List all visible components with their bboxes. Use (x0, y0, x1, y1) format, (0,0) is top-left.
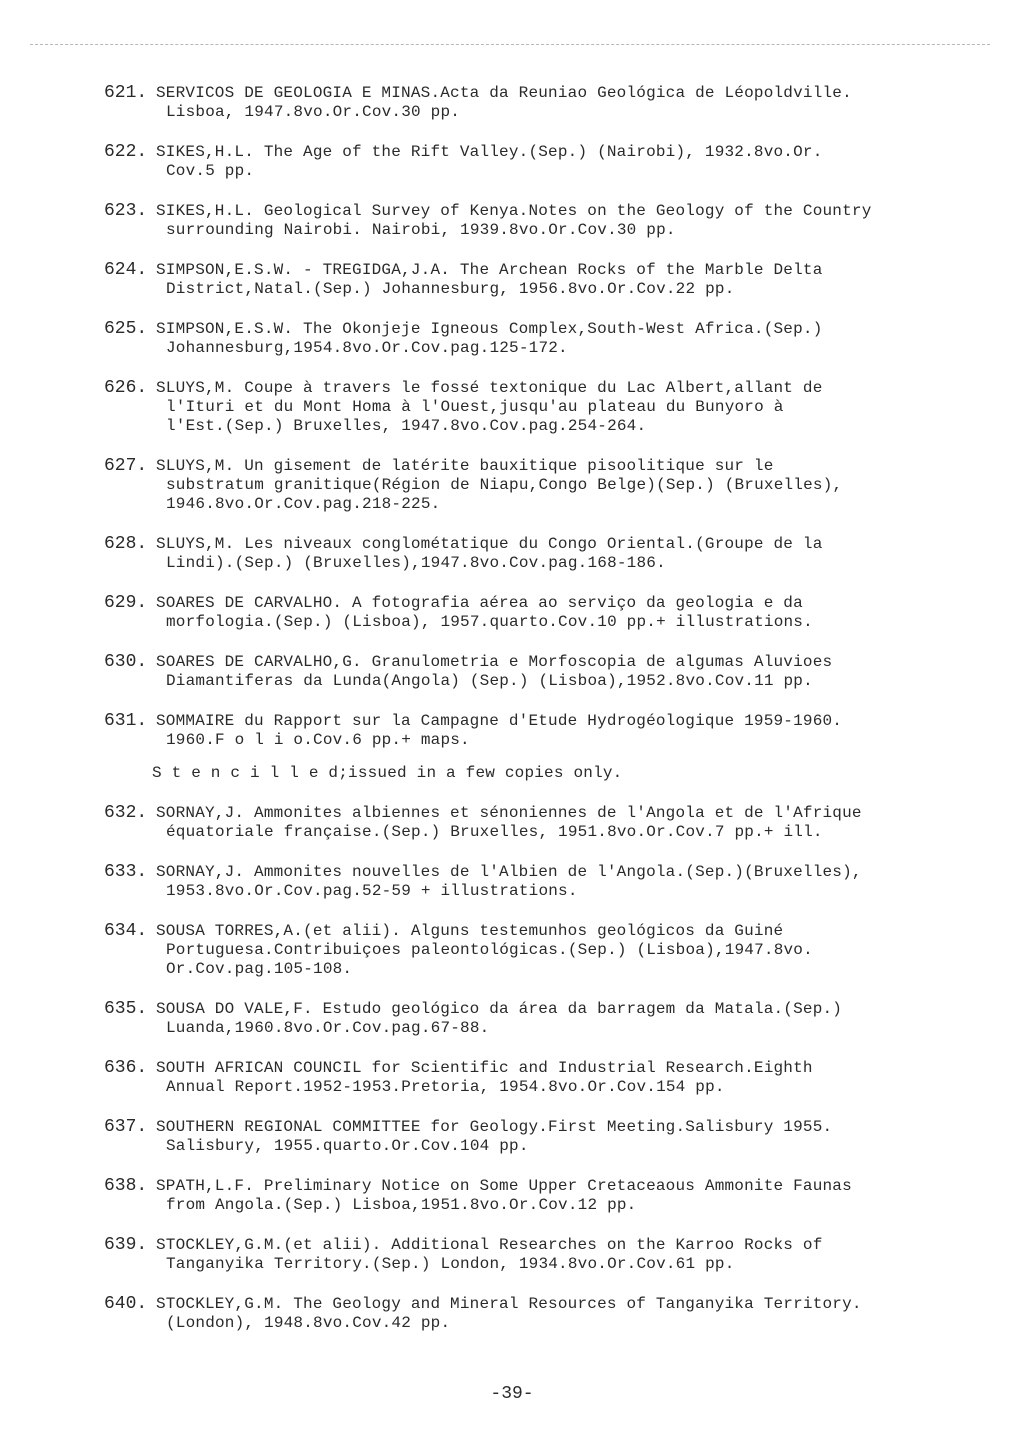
entry-number: 632. (104, 803, 148, 823)
bibliography-entry (104, 1000, 964, 1038)
entry-text-line: Salisbury, 1955.quarto.Or.Cov.104 pp. (166, 1137, 529, 1155)
entry-number: 629. (104, 593, 148, 613)
bibliography-entry (104, 1118, 964, 1156)
entry-text-line: SOUTHERN REGIONAL COMMITTEE for Geology.First Meeting.Salisbury 1955. (156, 1118, 833, 1136)
top-rule (30, 44, 990, 45)
bibliography-entry (104, 379, 964, 436)
entry-number: 622. (104, 142, 148, 162)
entry-text-line: Cov.5 pp. (166, 162, 255, 180)
entry-text-line: 1960.F o l i o.Cov.6 pp.+ maps. (166, 731, 470, 749)
entry-number: 639. (104, 1235, 148, 1255)
entry-number: 636. (104, 1058, 148, 1078)
bibliography-entry (104, 1295, 964, 1333)
bibliography-entry (104, 143, 964, 181)
entry-text-line: substratum granitique(Région de Niapu,Congo Belge)(Sep.) (Bruxelles), (166, 476, 843, 494)
entry-number: 621. (104, 83, 148, 103)
entry-text-line: SOUSA TORRES,A.(et alii). Alguns testemunhos geológicos da Guiné (156, 922, 784, 940)
entry-number: 635. (104, 999, 148, 1019)
entry-text-line: équatoriale française.(Sep.) Bruxelles, 1951.8vo.Or.Cov.7 pp.+ ill. (166, 823, 823, 841)
entry-number: 624. (104, 260, 148, 280)
entry-number: 627. (104, 456, 148, 476)
bibliography-entry (104, 261, 964, 299)
bibliography-entry (104, 1059, 964, 1097)
entry-text-line: Portuguesa.Contribuiçoes paleontológicas.(Sep.) (Lisboa),1947.8vo. (166, 941, 813, 959)
entry-text-line: SOARES DE CARVALHO,G. Granulometria e Morfoscopia de algumas Aluvioes (156, 653, 833, 671)
bibliography-entry (104, 712, 964, 783)
entry-text-line: STOCKLEY,G.M.(et alii). Additional Researches on the Karroo Rocks of (156, 1236, 823, 1254)
entry-text-line: SERVICOS DE GEOLOGIA E MINAS.Acta da Reuniao Geológica de Léopoldville. (156, 84, 852, 102)
bibliography-entry (104, 1236, 964, 1274)
entry-number: 628. (104, 534, 148, 554)
entry-text-line: Annual Report.1952-1953.Pretoria, 1954.8vo.Or.Cov.154 pp. (166, 1078, 725, 1096)
entry-text-line: SOUTH AFRICAN COUNCIL for Scientific and Industrial Research.Eighth (156, 1059, 813, 1077)
bibliography-entry (104, 84, 964, 122)
entry-text-line: SORNAY,J. Ammonites albiennes et sénoniennes de l'Angola et de l'Afrique (156, 804, 862, 822)
entry-text-line: SORNAY,J. Ammonites nouvelles de l'Albien de l'Angola.(Sep.)(Bruxelles), (156, 863, 862, 881)
entry-text-line: morfologia.(Sep.) (Lisboa), 1957.quarto.Cov.10 pp.+ illustrations. (166, 613, 813, 631)
entry-number: 623. (104, 201, 148, 221)
entry-text-line: (London), 1948.8vo.Cov.42 pp. (166, 1314, 451, 1332)
entry-text-line: from Angola.(Sep.) Lisboa,1951.8vo.Or.Cov.12 pp. (166, 1196, 637, 1214)
entry-number: 626. (104, 378, 148, 398)
entry-text-line: Tanganyika Territory.(Sep.) London, 1934.8vo.Or.Cov.61 pp. (166, 1255, 735, 1273)
entry-number: 638. (104, 1176, 148, 1196)
bibliography-entry (104, 653, 964, 691)
bibliography-entry (104, 594, 964, 632)
entry-note: S t e n c i l l e d;issued in a few copies only. (152, 764, 623, 782)
entry-text-line: SIKES,H.L. The Age of the Rift Valley.(Sep.) (Nairobi), 1932.8vo.Or. (156, 143, 823, 161)
entry-number: 640. (104, 1294, 148, 1314)
entry-text-line: SLUYS,M. Les niveaux conglométatique du Congo Oriental.(Groupe de la (156, 535, 823, 553)
entry-number: 634. (104, 921, 148, 941)
entry-text-line: SLUYS,M. Un gisement de latérite bauxitique pisoolitique sur le (156, 457, 774, 475)
entry-text-line: SIMPSON,E.S.W. - TREGIDGA,J.A. The Archean Rocks of the Marble Delta (156, 261, 823, 279)
entry-text-line: District,Natal.(Sep.) Johannesburg, 1956.8vo.Or.Cov.22 pp. (166, 280, 735, 298)
bibliography-entry (104, 202, 964, 240)
entry-text-line: l'Est.(Sep.) Bruxelles, 1947.8vo.Cov.pag.254-264. (166, 417, 647, 435)
entry-text-line: Johannesburg,1954.8vo.Or.Cov.pag.125-172. (166, 339, 568, 357)
entry-text-line: Lindi).(Sep.) (Bruxelles),1947.8vo.Cov.pag.168-186. (166, 554, 666, 572)
entry-text-line: surrounding Nairobi. Nairobi, 1939.8vo.Or.Cov.30 pp. (166, 221, 676, 239)
bibliography-entry (104, 1177, 964, 1215)
entry-number: 625. (104, 319, 148, 339)
entry-text-line: Luanda,1960.8vo.Or.Cov.pag.67-88. (166, 1019, 490, 1037)
bibliography-entry (104, 320, 964, 358)
entry-text-line: SIKES,H.L. Geological Survey of Kenya.Notes on the Geology of the Country (156, 202, 872, 220)
entry-text-line: SIMPSON,E.S.W. The Okonjeje Igneous Complex,South-West Africa.(Sep.) (156, 320, 823, 338)
entry-text-line: SOMMAIRE du Rapport sur la Campagne d'Etude Hydrogéologique 1959-1960. (156, 712, 843, 730)
entry-number: 633. (104, 862, 148, 882)
entry-text-line: SPATH,L.F. Preliminary Notice on Some Upper Cretaceaous Ammonite Faunas (156, 1177, 852, 1195)
entry-text-line: Or.Cov.pag.105-108. (166, 960, 353, 978)
bibliography-list (104, 84, 964, 1354)
entry-text-line: SLUYS,M. Coupe à travers le fossé textonique du Lac Albert,allant de (156, 379, 823, 397)
entry-text-line: Lisboa, 1947.8vo.Or.Cov.30 pp. (166, 103, 461, 121)
entry-text-line: Diamantiferas da Lunda(Angola) (Sep.) (Lisboa),1952.8vo.Cov.11 pp. (166, 672, 813, 690)
entry-number: 630. (104, 652, 148, 672)
bibliography-entry (104, 863, 964, 901)
bibliography-entry (104, 457, 964, 514)
entry-text-line: 1953.8vo.Or.Cov.pag.52-59 + illustrations. (166, 882, 578, 900)
entry-text-line: SOUSA DO VALE,F. Estudo geológico da área da barragem da Matala.(Sep.) (156, 1000, 843, 1018)
entry-text-line: STOCKLEY,G.M. The Geology and Mineral Resources of Tanganyika Territory. (156, 1295, 862, 1313)
entry-text-line: SOARES DE CARVALHO. A fotografia aérea ao serviço da geologia e da (156, 594, 803, 612)
entry-text-line: 1946.8vo.Or.Cov.pag.218-225. (166, 495, 441, 513)
page-number: -39- (490, 1384, 534, 1404)
entry-number: 631. (104, 711, 148, 731)
bibliography-entry (104, 922, 964, 979)
bibliography-entry (104, 804, 964, 842)
entry-text-line: l'Ituri et du Mont Homa à l'Ouest,jusqu'au plateau du Bunyoro à (166, 398, 784, 416)
entry-number: 637. (104, 1117, 148, 1137)
bibliography-entry (104, 535, 964, 573)
